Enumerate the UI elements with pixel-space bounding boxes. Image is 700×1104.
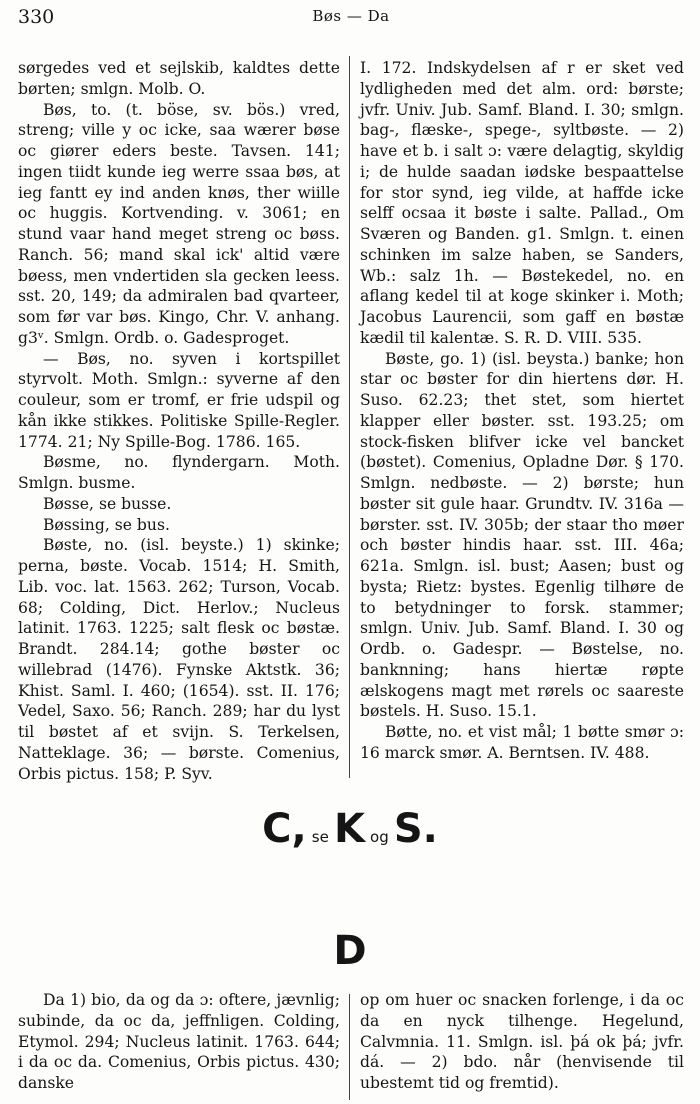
entry-bosme: Bøsme, no. flyndergarn. Moth. Smlgn. busme. <box>18 453 340 492</box>
running-head: Bøs — Da <box>312 7 390 25</box>
column-divider <box>349 56 350 778</box>
column-divider-d <box>349 994 350 1100</box>
section-heading-c <box>0 806 700 852</box>
entry-bos-adj: Bøs, to. (t. böse, sv. bös.) vred, streng; ville y oc icke, saa wærer bøse oc giører eders beste. Tavsen. 141; ingen tiidt kunde ieg werre ssaa bøs, at ieg fantt ey ind anden knøs, ther wiille oc huggis. Kortvending. v. 3061; en stund vaar hand meget streng oc bøss. Ranch. 56; mand skal ick' altid være bøess, men vndertiden sla gecken leess. sst. 20, 149; da admiralen bad qvarteer, som før var bøs. Kingo, Chr. V. anhang. g3ᵛ. Smlgn. Ordb. o. Gadesproget. <box>18 100 340 347</box>
entry-bosse: Bøsse, se busse. <box>42 494 172 513</box>
section-heading-d: D <box>333 928 367 974</box>
letter-c: C, <box>262 806 307 852</box>
entry-da: Da 1) bio, da og da ɔ: oftere, jævnlig; subinde, da oc da, jeffnligen. Colding, Etymol. 294; Nucleus latinit. 1763. 644; i da oc da. Comenius, Orbis pictus. 430; danske <box>18 991 340 1092</box>
entry-text: op om huer oc snacken forlenge, i da oc da en nyck tilhenge. Hegelund, Calvmnia. 11. Smlgn. isl. þá ok þá; jvfr. dá. — 2) bdo. når (henvisende til ubestemt tid og fremtid). <box>360 991 684 1092</box>
entry-botte: Bøtte, no. et vist mål; 1 bøtte smør ɔ: 16 marck smør. A. Berntsen. IV. 488. <box>360 723 684 762</box>
entry-text: sørgedes ved et sejlskib, kaldtes dette børten; smlgn. Molb. O. <box>18 59 340 98</box>
entry-bos-noun: — Bøs, no. syven i kortspillet styrvolt. Moth. Smlgn.: syverne af den couleur, som er tromf, er frie udspil og kån ikke stikkes. Politiske Spille-Regler. 1774. 21; Ny Spille-Bog. 1786. 165. <box>18 349 340 451</box>
entry-text: I. 172. Indskydelsen af r er sket ved lydligheden med det alm. ord: børste; jvfr. Univ. Jub. Samf. Bland. I. 30; smlgn. bag-, flæske-, spege-, syltbøste. — 2) have et b. i salt ɔ: være delagtig, skyldig i; de hulde saadan iødske bespaattelse for stor synd, ieg vilde, at haffde icke selff ocsaa it bøste i salte. Pallad., Om Sværen og Banden. g1. Smlgn. t. einen schinken im salze haben, se Sanders, Wb.: salz 1h. — Bøstekedel, no. en aflang kedel til at koge skinker i. Moth; Jacobus Laurencii, som gaff en bøstæ kædil til kalentæ. S. R. D. VIII. 535. <box>360 59 684 347</box>
column-left <box>18 58 340 784</box>
word-se: se <box>311 828 329 846</box>
page-number: 330 <box>18 6 55 28</box>
column-right <box>360 58 684 764</box>
word-og: og <box>370 828 389 846</box>
column-left-d <box>18 990 340 1094</box>
page-header <box>10 6 692 30</box>
letter-k: K <box>333 806 365 852</box>
letter-s: S. <box>393 806 438 852</box>
entry-boste-verb: Bøste, go. 1) (isl. beysta.) banke; hon star oc bøster for din hiertens dør. H. Suso. 62.23; thet stet, som hiertet klapper eller bøster. sst. 193.25; om stock-fisken blifver icke vel bancket (bøstet). Comenius, Opladne Dør. § 170. Smlgn. nedbøste. — 2) børste; hun bøster sit gule haar. Grundtv. IV. 316a — børster. sst. IV. 305b; der staar tho møer och bøster hindis haar. sst. III. 46a; 621a. Smlgn. isl. bust; Aasen; bust og bysta; Rietz: bystes. Egenlig tilhøre de to betydninger to forsk. stammer; smlgn. Univ. Jub. Samf. Bland. I. 30 og Ordb. o. Gadespr. — Bøstelse, no. banknning; hans hiertæ røpte ælskogens magt met rørels oc saareste bøstels. H. Suso. 15.1. <box>360 349 684 721</box>
entry-bossing: Bøssing, se bus. <box>42 515 170 534</box>
column-right-d <box>360 990 684 1094</box>
entry-boste-noun: Bøste, no. (isl. beyste.) 1) skinke; perna, bøste. Vocab. 1514; H. Smith, Lib. voc. lat. 1563. 262; Turson, Vocab. 68; Colding, Dict. Herlov.; Nucleus latinit. 1763. 1225; salt flesk oc bøstæ. Brandt. 284.14; gothe bøster oc willebrad (1476). Fynske Aktstk. 36; Khist. Saml. I. 460; (1654). sst. II. 176; Vedel, Saxo. 56; Ranch. 289; har du lyst til bøstet af et svijn. S. Terkelsen, Natteklage. 36; — børste. Comenius, Orbis pictus. 158; P. Syv. <box>18 536 340 783</box>
